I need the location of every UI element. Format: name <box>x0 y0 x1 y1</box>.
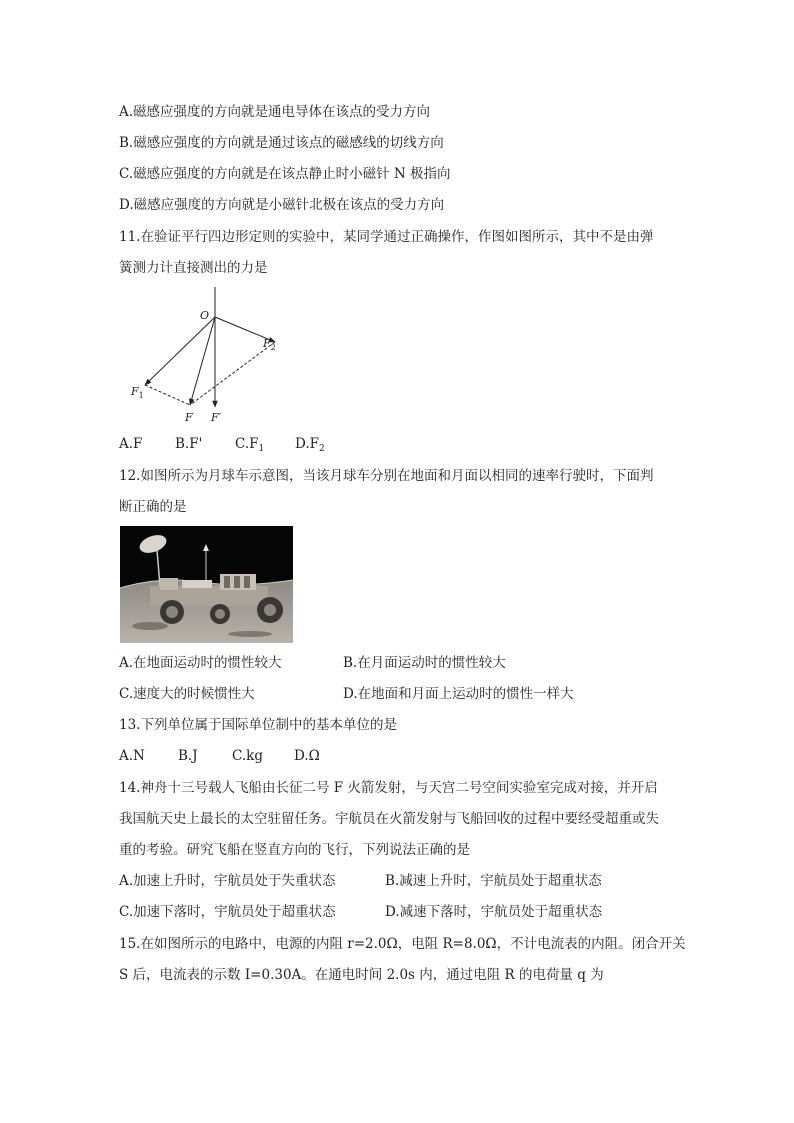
q12-stem-line2: 断正确的是 <box>119 499 187 515</box>
q11-option-c: $C.F_1$ <box>235 436 265 454</box>
q13-option-d: D.Ω <box>294 748 320 764</box>
q10-option-d: D.磁感应强度的方向就是小磁针北极在该点的受力方向 <box>119 197 445 213</box>
label-f1: $F_1$ <box>131 385 144 400</box>
q13-option-a: A.N <box>119 748 145 764</box>
q11-option-a: A.F <box>119 436 143 452</box>
q10-option-c: C.磁感应强度的方向就是在该点静止时小磁针 N 极指向 <box>119 166 451 182</box>
q14-stem-line2: 我国航天史上最长的太空驻留任务。宇航员在火箭发射与飞船回收的过程中要经受超重或失 <box>119 811 659 827</box>
q14-option-d: D.减速下落时，宇航员处于超重状态 <box>385 904 603 920</box>
dashed-edge-f1 <box>145 385 190 405</box>
dashed-edge-f2 <box>190 342 275 405</box>
q14-stem-line3: 重的考验。研究飞船在竖直方向的飞行，下列说法正确的是 <box>119 842 470 858</box>
force-parallelogram-diagram <box>125 285 285 430</box>
q12-option-b: B.在月面运动时的惯性较大 <box>343 655 506 671</box>
q15-stem-line2: S 后，电流表的示数 I=0.30A。在通电时间 2.0s 内，通过电阻 R 的电荷量 q 为 <box>119 967 604 983</box>
q12-option-a: A.在地面运动时的惯性较大 <box>119 655 282 671</box>
q11-option-b: B.F' <box>175 436 203 452</box>
q13-option-c: C.kg <box>232 748 263 764</box>
q13-stem: 13.下列单位属于国际单位制中的基本单位的是 <box>119 717 397 733</box>
lunar-rover-photo <box>120 526 293 643</box>
label-origin: O <box>200 309 210 322</box>
q12-option-d: D.在地面和月面上运动时的惯性一样大 <box>343 686 574 702</box>
q14-option-a: A.加速上升时，宇航员处于失重状态 <box>119 873 336 889</box>
label-f: F <box>185 411 193 424</box>
q10-option-a: A.磁感应强度的方向就是通电导体在该点的受力方向 <box>119 104 431 120</box>
q12-option-c: C.速度大的时候惯性大 <box>119 686 255 702</box>
force-f1-arrow <box>145 317 215 385</box>
q14-stem-line1: 14.神舟十三号载人飞船由长征二号 F 火箭发射，与天宫二号空间实验室完成对接，并开启 <box>119 780 658 796</box>
label-f2: $F_2$ <box>263 337 276 352</box>
q12-stem-line1: 12.如图所示为月球车示意图，当该月球车分别在地面和月面以相同的速率行驶时，下面判 <box>119 468 654 484</box>
q10-option-b: B.磁感应强度的方向就是通过该点的磁感线的切线方向 <box>119 135 444 151</box>
q14-option-b: B.减速上升时，宇航员处于超重状态 <box>385 873 602 889</box>
q11-stem-line1: 11.在验证平行四边形定则的实验中，某同学通过正确操作，作图如图所示，其中不是由弹 <box>119 229 654 245</box>
q14-option-c: C.加速下落时，宇航员处于超重状态 <box>119 904 336 920</box>
q11-option-d: $D.F_2$ <box>295 436 325 454</box>
label-fprime: F′ <box>211 411 222 424</box>
force-f-arrow <box>190 317 215 405</box>
q11-stem-line2: 簧测力计直接测出的力是 <box>119 260 268 276</box>
q15-stem-line1: 15.在如图所示的电路中，电源的内阻 r=2.0Ω，电阻 R=8.0Ω，不计电流表的内阻。闭合开关 <box>119 936 686 952</box>
q13-option-b: B.J <box>178 748 198 764</box>
